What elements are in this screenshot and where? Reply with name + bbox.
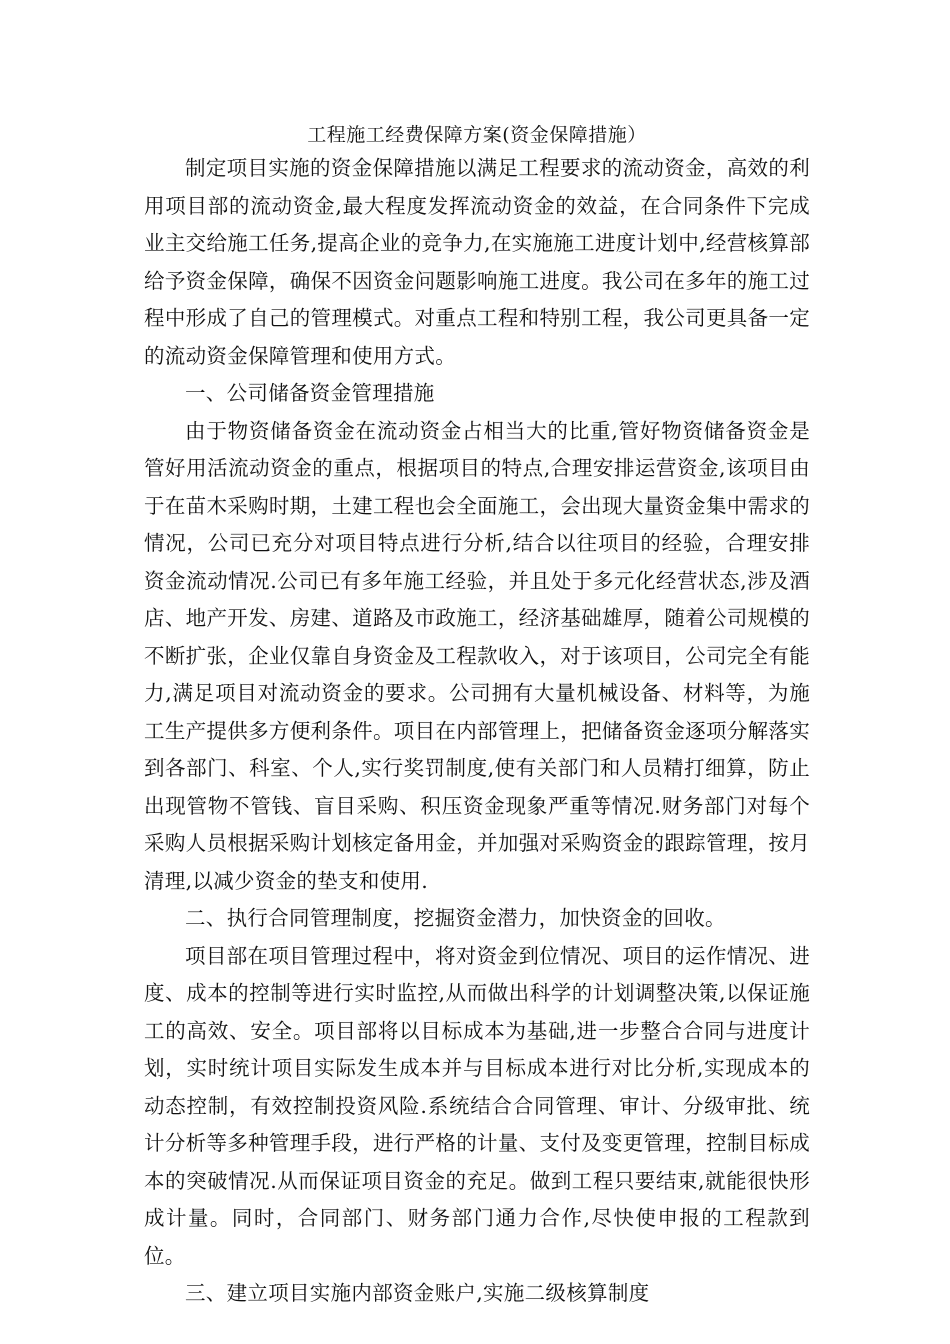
section-1-paragraph: 由于物资储备资金在流动资金占相当大的比重,管好物资储备资金是管好用活流动资金的重点，根据项目的特点,合理安排运营资金,该项目由于在苗木采购时期，土建工程也会全面施工，会出现大量资金集中需求的情况，公司已充分对项目特点进行分析,结合以往项目的经验，合理安排资金流动情况.公司已有多年施工经验，并且处于多元化经营状态,涉及酒店、地产开发、房建、道路及市政施工，经济基础雄厚，随着公司规模的不断扩张，企业仅靠自身资金及工程款收入，对于该项目，公司完全有能力,满足项目对流动资金的要求。公司拥有大量机械设备、材料等，为施工生产提供多方便利条件。项目在内部管理上，把储备资金逐项分解落实到各部门、科室、个人,实行奖罚制度,使有关部门和人员精打细算，防止出现管物不管钱、盲目采购、积压资金现象严重等情况.财务部门对每个采购人员根据采购计划核定备用金，并加强对采购资金的跟踪管理，按月清理,以减少资金的垫支和使用. [144,418,810,893]
intro-paragraph: 制定项目实施的资金保障措施以满足工程要求的流动资金，高效的利用项目部的流动资金,最大程度发挥流动资金的效益，在合同条件下完成业主交给施工任务,提高企业的竞争力,在实施施工进度计划中,经营核算部给予资金保障，确保不因资金问题影响施工进度。我公司在多年的施工过程中形成了自己的管理模式。对重点工程和特别工程，我公司更具备一定的流动资金保障管理和使用方式。 [144,156,810,368]
section-2-paragraph: 项目部在项目管理过程中，将对资金到位情况、项目的运作情况、进度、成本的控制等进行实时监控,从而做出科学的计划调整决策,以保证施工的高效、安全。项目部将以目标成本为基础,进一步整合合同与进度计划，实时统计项目实际发生成本并与目标成本进行对比分析,实现成本的动态控制，有效控制投资风险.系统结合合同管理、审计、分级审批、统计分析等多种管理手段，进行严格的计量、支付及变更管理，控制目标成本的突破情况.从而保证项目资金的充足。做到工程只要结束,就能很快形成计量。同时，合同部门、财务部门通力合作,尽快使申报的工程款到位。 [144,943,810,1268]
section-3-heading: 三、建立项目实施内部资金账户,实施二级核算制度 [185,1281,650,1305]
document-page [144,120,810,1313]
document-title: 工程施工经费保障方案(资金保障措施） [307,124,647,146]
section-1-heading: 一、公司储备资金管理措施 [185,381,435,405]
section-2-heading: 二、执行合同管理制度，挖掘资金潜力，加快资金的回收。 [185,906,726,930]
